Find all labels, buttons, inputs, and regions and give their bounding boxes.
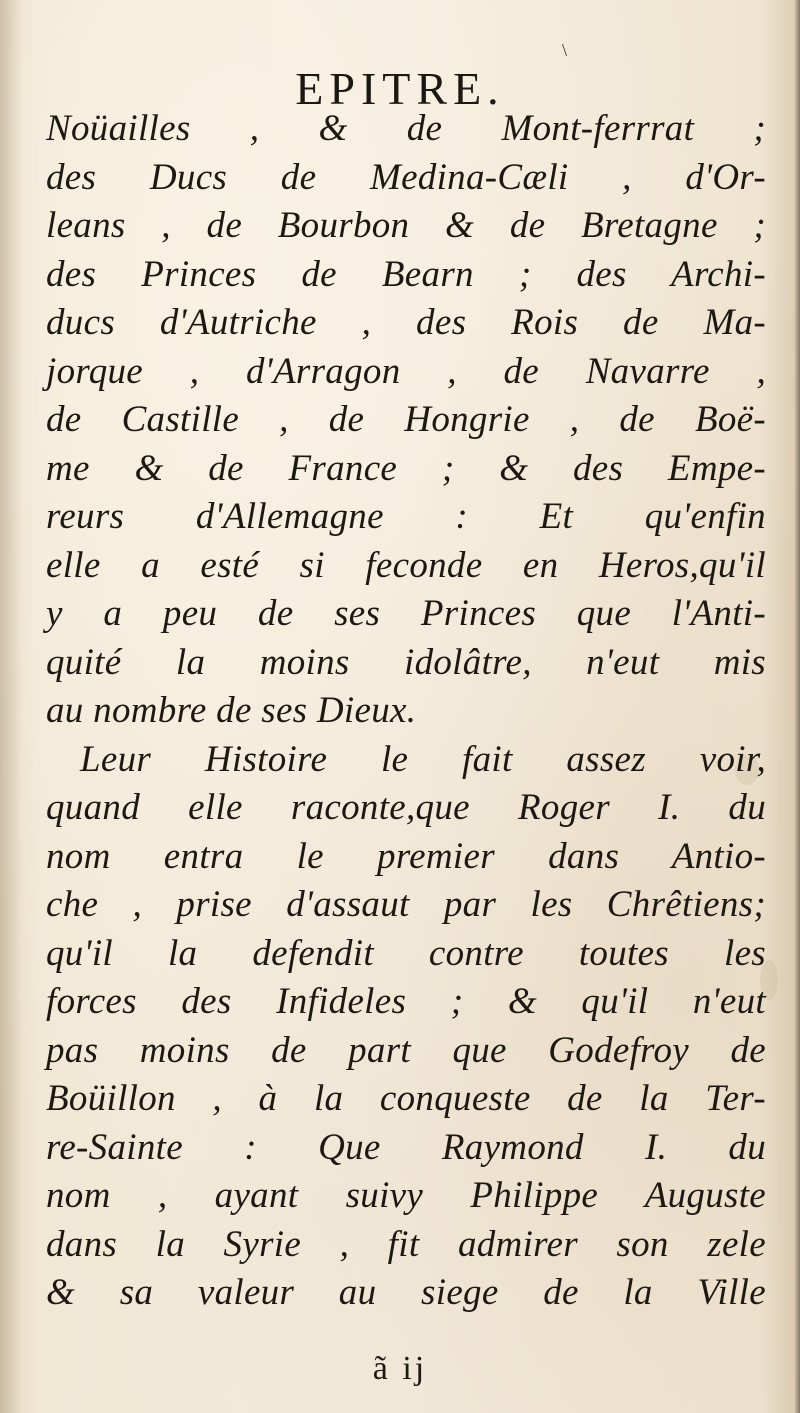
text-line: quité la moins idolâtre, n'eut mis	[46, 641, 766, 683]
text-line: & sa valeur au siege de la Ville	[46, 1272, 766, 1313]
text-line: reurs d'Allemagne : Et qu'enfin	[46, 496, 766, 537]
page-edge	[794, 0, 800, 1413]
text-line: qu'il la defendit contre toutes les	[46, 932, 766, 974]
text-line: jorque , d'Arragon , de Navarre ,	[46, 350, 766, 392]
text-line: re-Sainte : Que Raymond I. du	[46, 1126, 766, 1168]
text-line: Noüailles , & de Mont-ferrrat ;	[46, 108, 766, 149]
text-line: elle a esté si feconde en Heros,qu'il	[46, 544, 766, 586]
text-line: nom entra le premier dans Antio-	[46, 835, 766, 877]
margin-mark: \	[562, 40, 568, 60]
body-text	[46, 105, 766, 1318]
signature-mark: ã ij	[372, 1350, 428, 1387]
text-line: nom , ayant suivy Philippe Auguste	[46, 1175, 766, 1216]
text-line: au nombre de ses Dieux.	[46, 690, 417, 731]
text-line: me & de France ; & des Empe-	[46, 447, 766, 489]
text-line: forces des Infideles ; & qu'il n'eut	[46, 981, 766, 1022]
text-line: pas moins de part que Godefroy de	[46, 1029, 766, 1071]
text-line: Leur Histoire le fait assez voir,	[80, 738, 766, 780]
text-line: de Castille , de Hongrie , de Boë-	[46, 399, 766, 440]
text-line: Boüillon , à la conqueste de la Ter-	[46, 1078, 766, 1119]
text-line: ducs d'Autriche , des Rois de Ma-	[46, 302, 766, 343]
text-line: des Ducs de Medina-Cæli , d'Or-	[46, 156, 766, 198]
spine-shadow	[0, 0, 22, 1413]
text-line: che , prise d'assaut par les Chrêtiens;	[46, 884, 766, 925]
text-line: leans , de Bourbon & de Bretagne ;	[46, 205, 766, 246]
page-header: EPITRE.	[295, 63, 505, 114]
text-line: y a peu de ses Princes que l'Anti-	[46, 593, 766, 634]
text-line: des Princes de Bearn ; des Archi-	[46, 253, 766, 295]
text-line: dans la Syrie , fit admirer son zele	[46, 1223, 766, 1265]
text-line: quand elle raconte,que Roger I. du	[46, 787, 766, 828]
